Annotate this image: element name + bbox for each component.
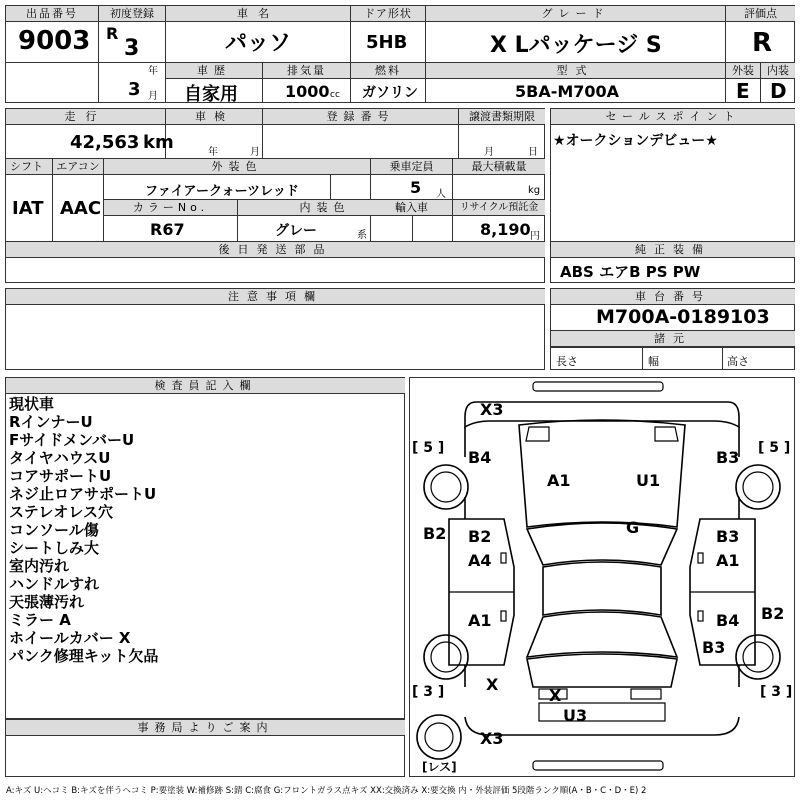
mark-u3: U3 [563,706,588,725]
grade: X Lパッケージ S [490,33,662,58]
inspector-notes [9,395,399,665]
ac: AAC [60,198,102,219]
dims-label: 諸元 [551,331,795,347]
tire-fl: [ 5 ] [412,440,445,456]
tire-rr: [ 3 ] [760,684,793,700]
history-label: 車歴 [166,63,262,79]
ac-label: エアコン [53,159,103,175]
inspector-line: 室内汚れ [9,557,70,575]
displacement: 1000 [285,82,330,101]
inspector-line: タイヤハウスU [9,449,111,467]
equipment-label: 純正装備 [551,242,795,258]
model-label: 型式 [426,63,725,79]
mark-x3-bottom: X3 [480,729,504,748]
tire-fr: [ 5 ] [758,440,791,456]
exterior-label: 外装 [726,63,760,79]
recycle-unit: 円 [530,231,540,242]
mileage: 42,563 [70,132,140,153]
inspector-line: ハンドルすれ [9,575,100,593]
displacement-unit: cc [330,90,340,100]
int-color-label: 内装色 [238,200,412,216]
inspector-label: 検査員記入欄 [6,378,405,394]
mileage-label: 走行 [6,109,165,125]
inspector-line: ホイールカバー X [9,629,131,647]
exterior-score: E [736,79,750,103]
fuel: ガソリン [362,85,418,101]
score-label: 評価点 [726,6,795,22]
year-unit: 年 [148,66,158,77]
mark-b3-rear: B3 [702,638,726,657]
office-label: 事務局よりご案内 [6,720,405,736]
later-parts-label: 後日発送部品 [6,242,545,258]
lot-number: 9003 [18,26,91,56]
lot-label: 出品番号 [6,6,98,22]
inspector-line: コアサポートU [9,467,112,485]
mark-x3-top: X3 [480,400,504,419]
mark-b4-top: B4 [468,448,492,467]
era: R [106,24,119,43]
chassis-label: 車台番号 [551,289,795,305]
mark-g-glass: G [626,518,640,537]
history: 自家用 [184,84,238,105]
door-type: 5HB [366,32,408,53]
recycle-label: リサイクル預託金 [453,200,545,216]
inspector-line: 天張薄汚れ [9,593,85,611]
load-label: 最大積載量 [453,159,545,175]
score: R [752,28,773,58]
inspector-line: シートしみ大 [9,539,100,557]
car-name: パッソ [225,31,292,56]
inspector-line: ミラー A [9,611,71,629]
interior-score: D [770,79,787,103]
sales-point-label: セールスポイント [551,109,795,125]
car-name-label: 車名 [166,6,350,22]
model: 5BA-M700A [515,82,620,101]
interior-label: 内装 [761,63,795,79]
first-reg-label: 初度登録 [99,6,165,22]
door-label: ドア形状 [351,6,425,22]
mark-u1-hood: U1 [636,471,661,490]
ext-color: ファイアークォーツレッド [145,184,299,199]
mark-x-rear: X [486,675,499,694]
transfer-day-unit: 日 [528,147,538,158]
notes-label: 注意事項欄 [6,289,545,305]
import-label: 輸入車 [371,200,452,216]
reg-no-label: 登録番号 [263,109,458,125]
load-unit: kg [528,185,541,196]
inspector-line: RインナーU [9,413,93,431]
transfer-label: 譲渡書類期限 [459,109,545,125]
dims-height: 高さ [727,355,749,368]
mark-a1-rdoor: A1 [716,551,740,570]
inspector-line: FサイドメンバーU [9,431,135,449]
mark-b3-top: B3 [716,448,740,467]
mark-b4-rdoor2: B4 [716,611,740,630]
dims-length: 長さ [556,355,578,368]
reg-month: 3 [128,79,141,100]
sales-point-text: ★オークションデビュー★ [553,133,718,149]
tire-spare: [レス] [422,760,457,774]
capacity-unit: 人 [436,189,446,200]
int-color-unit: 系 [357,230,367,241]
mark-a4-door: A4 [468,551,492,570]
inspector-line: パンク修理キット欠品 [9,647,159,665]
capacity-label: 乗車定員 [371,159,452,175]
capacity: 5 [410,178,422,197]
mark-x-bumper: X [549,686,562,705]
mark-b3-door: B3 [716,527,740,546]
equipment-text: ABS エアB PS PW [560,263,701,281]
recycle: 8,190 [480,220,531,239]
mark-a1-ldoor2: A1 [468,611,492,630]
mark-a1-hood: A1 [547,471,571,490]
inspection-label: 車検 [166,109,262,125]
mark-b2-left: B2 [423,524,447,543]
shift-label: シフト [6,159,52,175]
mark-b2-door: B2 [468,527,492,546]
inspector-line: ステレオレス穴 [9,503,113,521]
color-no: R67 [150,220,185,239]
int-color: グレー [275,223,317,239]
displacement-label: 排気量 [263,63,350,79]
month-unit: 月 [148,91,158,102]
inspector-line: ネジ止ロアサポートU [9,485,157,503]
mileage-unit: km [143,132,174,153]
chassis-number: M700A-0189103 [596,306,770,328]
mark-b2-right: B2 [761,604,785,623]
inspector-line: 現状車 [9,395,55,413]
inspector-line: コンソール傷 [9,521,99,539]
tire-rl: [ 3 ] [412,684,445,700]
ext-color-label: 外装色 [104,159,370,175]
fuel-label: 燃料 [351,63,425,79]
transfer-month-unit: 月 [484,147,494,158]
color-no-label: カラーNo. [104,200,237,216]
car-outline [409,377,795,777]
grade-label: グレード [426,6,725,22]
reg-year: 3 [124,36,140,61]
inspection-month-unit: 月 [250,147,260,158]
dims-width: 幅 [648,355,659,368]
footer-legend: A:キズ U:ヘコミ B:キズを伴うヘコミ P:要塗装 W:補修跡 S:錆 C:腐食 G:フロントガラス点キズ XX:交換済み X:要交換 内・外装評価 5段階ランク順(A・B・C・D・E) 2 [6,786,647,796]
shift: IAT [12,198,44,219]
inspection-year-unit: 年 [208,147,218,158]
